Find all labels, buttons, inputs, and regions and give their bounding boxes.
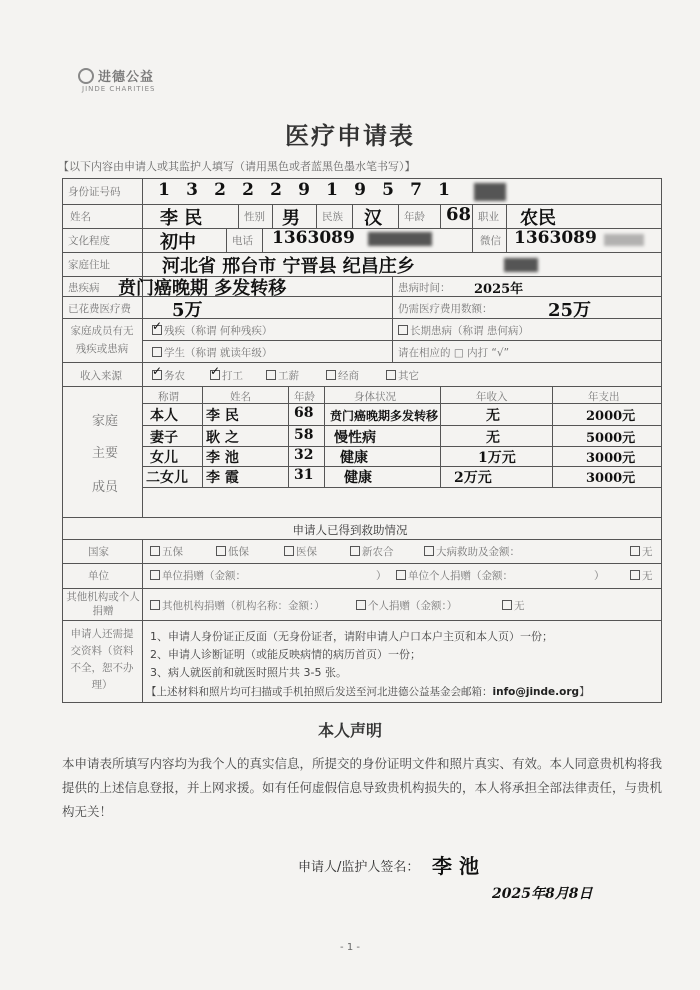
ethnicity-label: 民族 [322, 211, 343, 223]
id-digit: 1 [326, 180, 338, 200]
aid-checkbox[interactable] [150, 546, 160, 556]
id-digit: 5 [382, 180, 394, 200]
check-hint: 请在相应的 □ 内打 “√” [398, 347, 510, 359]
member-health: 健康 [340, 450, 368, 466]
income-checkbox[interactable] [326, 370, 336, 380]
member-income: 1万元 [478, 450, 516, 466]
aid-checkbox[interactable] [630, 570, 640, 580]
id-digit: 1 [438, 180, 450, 200]
aid-option-text: 低保 [228, 546, 249, 558]
phone-value[interactable]: 1363089 [272, 228, 355, 248]
aid-checkbox[interactable] [150, 570, 160, 580]
aid-option-text: 大病救助及金额： [436, 546, 520, 558]
disabled-checkbox[interactable] [152, 325, 162, 335]
members-label-1: 家庭 [92, 414, 119, 429]
id-digit: 2 [270, 180, 282, 200]
sign-label: 申请人/监护人签名： [298, 860, 420, 875]
onset-value[interactable]: 2025年 [474, 282, 524, 297]
personal-option[interactable] [356, 598, 457, 613]
aid-checkbox[interactable] [630, 546, 640, 556]
address-value[interactable]: 河北省 邢台市 宁晋县 纪昌庄乡 [162, 256, 415, 277]
member-health: 贲门癌晚期多发转移 [330, 409, 439, 423]
unit-donation-option[interactable] [150, 568, 246, 583]
member-relation: 二女儿 [146, 470, 188, 486]
disabled-text: 残疾（称谓 何种残疾） [164, 325, 273, 337]
aid-option[interactable] [216, 544, 249, 559]
member-health: 健康 [344, 470, 372, 486]
name-value[interactable]: 李 民 [160, 208, 203, 229]
member-age: 32 [294, 447, 314, 463]
phone-label: 电话 [232, 235, 253, 247]
member-expense: 2000元 [586, 409, 636, 424]
aid-none-text: 无 [514, 600, 525, 612]
members-label-3: 成员 [92, 480, 119, 495]
logo-cn-text: 进德公益 [98, 70, 155, 85]
form-title: 医疗申请表 [285, 121, 415, 150]
id-digit: 3 [186, 180, 198, 200]
redaction-mark [604, 234, 644, 246]
unit-personal-text: 单位个人捐赠（金额： [408, 570, 513, 582]
aid-checkbox[interactable] [502, 600, 512, 610]
col-header-relation: 称谓 [158, 391, 179, 403]
instruction: 【以下内容由申请人或其监护人填写（请用黑色或者蓝黑色墨水笔书写）】 [58, 160, 416, 173]
member-income: 无 [486, 408, 500, 424]
member-relation: 女儿 [150, 450, 178, 466]
age-label: 年龄 [404, 211, 425, 223]
job-value[interactable]: 农民 [520, 208, 556, 229]
other-label: 其他机构或个人捐赠 [66, 591, 140, 617]
redaction-mark [368, 232, 432, 246]
aid-none-option[interactable] [630, 544, 653, 559]
members-label-2: 主要 [92, 446, 119, 461]
aid-checkbox[interactable] [424, 546, 434, 556]
need-value[interactable]: 25万 [548, 300, 592, 321]
logo-mark-icon [78, 68, 94, 84]
id-digits[interactable] [150, 180, 458, 200]
member-relation: 本人 [150, 408, 178, 424]
member-income: 无 [486, 430, 500, 446]
member-income: 2万元 [454, 470, 492, 486]
id-digit: 7 [410, 180, 422, 200]
signature[interactable]: 李 池 [432, 854, 479, 878]
income-option-work[interactable] [210, 368, 243, 383]
materials-label: 申请人还需提交资料（资料不全，恕不办理） [70, 628, 134, 691]
id-digit: 9 [298, 180, 310, 200]
aid-option[interactable] [150, 544, 183, 559]
student-text: 学生（称谓 就读年级） [164, 347, 273, 359]
unit-personal-option[interactable] [396, 568, 513, 583]
need-label: 仍需医疗费用数额： [398, 303, 493, 315]
member-name: 李 池 [206, 450, 239, 466]
wechat-label: 微信 [480, 235, 501, 247]
member-name: 耿 之 [206, 430, 239, 446]
material-item: 2、申请人诊断证明（或能反映病情的病历首页）一份； [150, 648, 421, 661]
aid-none-text: 无 [642, 546, 653, 558]
income-option-text: 工薪 [278, 370, 299, 382]
income-checkbox[interactable] [210, 370, 220, 380]
aid-checkbox[interactable] [284, 546, 294, 556]
aid-none-option[interactable] [502, 598, 525, 613]
jinde-logo [78, 66, 188, 93]
aid-option-text: 五保 [162, 546, 183, 558]
job-label: 职业 [478, 211, 499, 223]
id-label: 身份证号码 [68, 186, 121, 198]
aid-none-option[interactable] [630, 568, 653, 583]
aid-option[interactable] [424, 544, 520, 559]
income-option-text: 经商 [338, 370, 359, 382]
member-age: 58 [294, 427, 314, 443]
address-label: 家庭住址 [68, 259, 110, 271]
member-name: 李 民 [206, 408, 239, 424]
material-item: 3、病人就医前和就医时照片共 3-5 张。 [150, 666, 347, 679]
other-org-text: 其他机构捐赠（机构名称：金额：） [162, 600, 325, 612]
chronic-checkbox[interactable] [398, 325, 408, 335]
disabled-option[interactable] [152, 323, 272, 338]
aid-checkbox[interactable] [350, 546, 360, 556]
member-expense: 3000元 [586, 451, 636, 466]
id-digit: 2 [242, 180, 254, 200]
aid-checkbox[interactable] [396, 570, 406, 580]
income-checkbox[interactable] [386, 370, 396, 380]
wechat-value[interactable]: 1363089 [514, 228, 597, 248]
family-status-label: 家庭成员有无残疾或患病 [70, 325, 134, 355]
declaration-text: 本申请表所填写内容均为我个人的真实信息，所提交的身份证明文件和照片真实、有效。本人同意贵机构将我提供的上述信息登报，并上网求援。如有任何虚假信息导致贵机构损失的，本人将承担全部法律责任，与贵机构无关！ [62, 756, 663, 819]
unit-label: 单位 [88, 570, 109, 582]
personal-text: 个人捐赠（金额：） [368, 600, 458, 612]
income-checkbox[interactable] [266, 370, 276, 380]
income-option-farming[interactable] [152, 368, 185, 383]
spent-label: 已花费医疗费 [68, 303, 131, 315]
income-option-other[interactable] [386, 368, 419, 383]
other-org-option[interactable] [150, 598, 325, 613]
col-header-name: 姓名 [230, 391, 251, 403]
declaration-title: 本人声明 [317, 721, 382, 740]
id-digit: 2 [214, 180, 226, 200]
chronic-text: 长期患病（称谓 患何病） [410, 325, 529, 337]
unit-donation-text: 单位捐赠（金额： [162, 570, 246, 582]
application-form: 进德公益 JINDE CHARITIES 医疗申请表 【以下内容由申请人或其监护人填写（请用黑色或者蓝黑色墨水笔书写）】 身份证号码 1 3 2 2 2 9 1 9 5 7 1 姓名 李 民 性别 男 民族 汉 年龄 68 职业 农民 文化程度 初中 电话 1363089 微信 1363089 家庭住址 河北省 邢台市 宁晋县 纪昌庄乡 患疾病 贲门癌晚期 多发转移 患病时间： 2025年 已花费医疗费 5万 仍需医疗费用数额： 25万 家庭成员有无残疾或患病 ✓残疾（称谓 何种残疾） 长期患病（称谓 患何病） 学生（称谓 就读年级） 请在相应的 □ 内打 “√” 收入来源 ✓ 务农 ✓ 打工 工薪 经商 其它 家庭 主要 成员 称谓 姓名 年龄 身体状况 年收入 年支出 本人 李 民 68 贲门癌晚期多发转移 无 2000元 妻子 耿 之 58 慢性病 无 5000元 女儿 李 池 32 健康 1万元 3000元 二女儿 李 霞 31 健康 2万元 3000元 申请人已得到救助情况 国家 五保 低保 医保 新农合 大病救助及金额： 无 单位 单位捐赠（金额： ） 单位个人捐赠（金额： ） 无 其他机构或个人捐赠 其他机构捐赠（机构名称：金额：） 个人捐赠（金额：） 无 申请人还需提交资料（资料不全，恕不办理） 1、申请人身份证正反面（无身份证者，请附申请人户口本户主页和本人页）一份； 2、申请人诊断证明（或能反映病情的病历首页）一份； 3、病人就医前和就医时照片共 3-5 张。 【上述材料和照片均可扫描或手机拍照后发送至河北进德公益基金会邮箱：info@jinde.org】 本人声明 本申请表所填写内容均为我个人的真实信息，所提交的身份证明文件和照片真实、有效。本人同意贵机构将我提供的上述信息登报，并上网求援。如有任何虚假信息导致贵机构损失的，本人将承担全部法律责任，与贵机构无关！ 申请人/监护人签名： 李 池 2025年8月8日 - 1 - [0, 0, 700, 990]
income-option-salary[interactable] [266, 368, 299, 383]
spent-value[interactable]: 5万 [172, 300, 203, 321]
member-name: 李 霞 [206, 470, 239, 486]
age-value[interactable]: 68 [446, 204, 472, 225]
income-option-business[interactable] [326, 368, 359, 383]
income-label: 收入来源 [80, 370, 122, 382]
id-digit: 9 [354, 180, 366, 200]
country-label: 国家 [88, 546, 109, 558]
col-header-age: 年龄 [294, 391, 315, 403]
logo-en-text: JINDE CHARITIES [82, 85, 156, 93]
member-age: 31 [294, 467, 314, 483]
aid-option[interactable] [350, 544, 394, 559]
col-header-health: 身体状况 [354, 391, 396, 403]
col-header-income: 年收入 [476, 391, 508, 403]
id-digit: 1 [158, 180, 170, 200]
member-age: 68 [294, 405, 314, 421]
aid-none-text: 无 [642, 570, 653, 582]
col-header-expense: 年支出 [588, 391, 620, 403]
member-relation: 妻子 [150, 430, 178, 446]
name-label: 姓名 [70, 211, 91, 223]
redaction-mark [504, 258, 538, 272]
gender-value[interactable]: 男 [282, 208, 300, 229]
aid-option-text: 新农合 [362, 546, 394, 558]
student-checkbox[interactable] [152, 347, 162, 357]
redaction-mark [474, 183, 506, 201]
member-expense: 3000元 [586, 471, 636, 486]
aid-checkbox[interactable] [356, 600, 366, 610]
aid-checkbox[interactable] [216, 546, 226, 556]
page-number: - 1 - [340, 942, 360, 953]
aid-option[interactable] [284, 544, 317, 559]
materials-note-text: 【上述材料和照片均可扫描或手机拍照后发送至河北进德公益基金会邮箱： [146, 686, 493, 698]
ethnicity-value[interactable]: 汉 [364, 208, 382, 229]
income-option-text: 务农 [164, 370, 185, 382]
edu-label: 文化程度 [68, 235, 110, 247]
income-checkbox[interactable] [152, 370, 162, 380]
email-link[interactable]: info@jinde.org [492, 686, 580, 698]
aid-checkbox[interactable] [150, 600, 160, 610]
member-expense: 5000元 [586, 431, 636, 446]
aid-section-title: 申请人已得到救助情况 [292, 523, 408, 537]
onset-label: 患病时间： [398, 282, 451, 294]
sign-date[interactable]: 2025年8月8日 [492, 886, 593, 902]
materials-note-end: 】 [579, 686, 590, 698]
materials-note [146, 684, 590, 699]
student-option[interactable] [152, 345, 272, 360]
chronic-option[interactable] [398, 323, 529, 338]
edu-value[interactable]: 初中 [160, 232, 196, 253]
disease-label: 患疾病 [68, 282, 100, 294]
income-option-text: 其它 [398, 370, 419, 382]
disease-value[interactable]: 贲门癌晚期 多发转移 [118, 278, 287, 299]
aid-option-text: 医保 [296, 546, 317, 558]
material-item: 1、申请人身份证正反面（无身份证者，请附申请人户口本户主页和本人页）一份； [150, 630, 553, 643]
income-option-text: 打工 [222, 370, 243, 382]
member-health: 慢性病 [334, 430, 376, 446]
gender-label: 性别 [244, 211, 265, 223]
